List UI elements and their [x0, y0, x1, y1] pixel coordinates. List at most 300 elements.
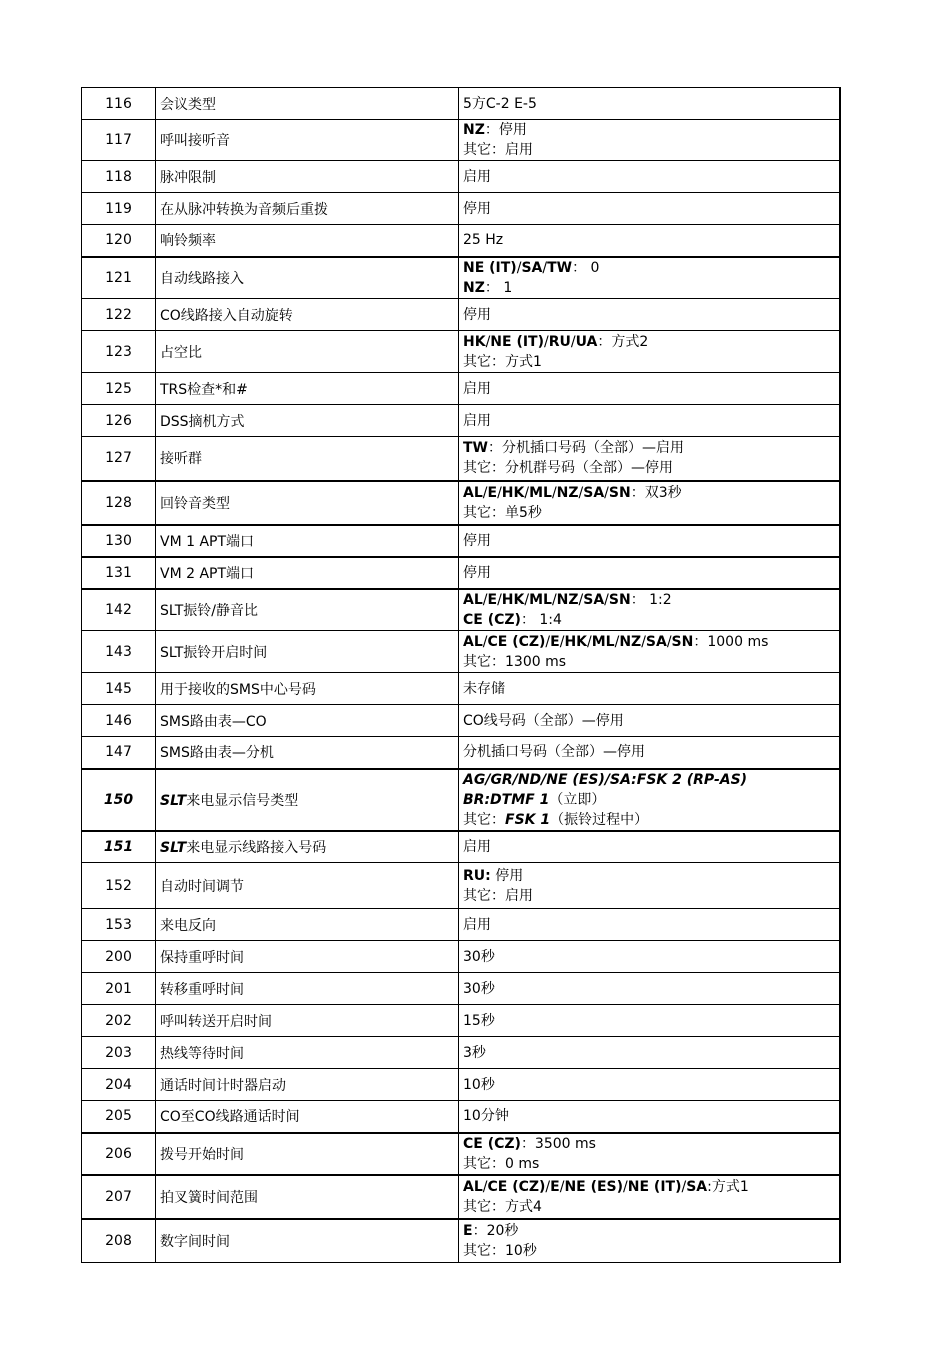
value-line	[463, 94, 835, 114]
text-segment: ： 1:4	[520, 611, 562, 628]
value-line	[463, 979, 835, 999]
text-segment: 启用	[463, 380, 491, 397]
table-row	[82, 225, 840, 257]
text-segment: /	[559, 633, 565, 650]
text-segment: 启用	[463, 412, 491, 429]
text-segment: AL	[463, 484, 483, 501]
text-segment: CO线路接入自动旋转	[160, 307, 293, 324]
table-row	[82, 973, 840, 1005]
setting-name-cell	[156, 941, 459, 973]
default-value-cell	[459, 1037, 840, 1069]
text-segment: E	[487, 591, 498, 608]
default-value-cell	[459, 373, 840, 405]
text-segment: /	[578, 591, 584, 608]
text-segment: 分机插口号码（全部）—停用	[463, 744, 645, 761]
text-segment: SA	[583, 591, 605, 608]
table-row	[82, 673, 840, 705]
text-segment: 来电显示线路接入号码	[186, 839, 327, 856]
text-segment: 停用	[463, 306, 491, 323]
text-segment: E	[463, 1222, 473, 1239]
text-segment: 热线等待时间	[160, 1045, 244, 1062]
text-segment: /	[482, 484, 488, 501]
table-row	[82, 299, 840, 331]
setting-name-cell	[156, 405, 459, 437]
setting-name-cell	[156, 88, 459, 120]
text-segment: ： 1	[484, 279, 513, 296]
text-segment: 停用	[490, 867, 524, 884]
program-number-cell: 206	[82, 1133, 156, 1175]
text-segment: NZ	[556, 484, 579, 501]
text-segment: /	[559, 1178, 565, 1195]
default-value-cell	[459, 737, 840, 769]
default-value-cell	[459, 863, 840, 909]
text-segment: 停用	[463, 564, 491, 581]
text-segment: /	[545, 633, 551, 650]
table-row	[82, 737, 840, 769]
program-number-cell: 207	[82, 1175, 156, 1219]
program-number-cell: 200	[82, 941, 156, 973]
text-segment: SLT	[160, 839, 187, 856]
text-segment: 15秒	[463, 1012, 495, 1029]
text-segment: CO线号码（全部）—停用	[463, 712, 624, 729]
table-row	[82, 437, 840, 481]
text-segment: 在从脉冲转换为音频后重拨	[160, 201, 328, 218]
program-number-cell: 127	[82, 437, 156, 481]
program-number-cell: 152	[82, 863, 156, 909]
text-segment: DSS摘机方式	[160, 413, 245, 430]
value-line	[463, 458, 835, 478]
table-row	[82, 1037, 840, 1069]
text-segment: 占空比	[160, 344, 202, 361]
text-segment: 拍叉簧时间范围	[160, 1189, 258, 1206]
default-value-cell	[459, 120, 840, 161]
text-segment: /	[578, 484, 584, 501]
text-segment: /	[641, 633, 646, 650]
text-segment: 拨号开始时间	[160, 1146, 244, 1163]
program-number-cell: 117	[82, 120, 156, 161]
text-segment: ML	[529, 591, 552, 608]
setting-name-cell	[156, 673, 459, 705]
text-segment: 其它：方式1	[463, 353, 542, 370]
text-segment: AL	[463, 633, 483, 650]
value-line	[463, 563, 835, 583]
table-row	[82, 120, 840, 161]
text-segment: /	[497, 591, 502, 608]
value-line	[463, 167, 835, 187]
text-segment: RU	[548, 333, 571, 350]
value-line	[463, 679, 835, 699]
text-segment: 其它：方式4	[463, 1198, 542, 1215]
setting-name-cell	[156, 973, 459, 1005]
text-segment: 呼叫接听音	[160, 133, 230, 149]
text-segment: 5方C-2 E-5	[463, 95, 537, 112]
setting-name-cell	[156, 437, 459, 481]
program-number-cell: 145	[82, 673, 156, 705]
text-segment: （振铃过程中）	[550, 811, 649, 828]
default-value-cell	[459, 405, 840, 437]
value-line	[463, 610, 835, 630]
table-row	[82, 769, 840, 831]
text-segment: 未存储	[463, 680, 505, 697]
value-line	[463, 837, 835, 857]
value-line	[463, 770, 835, 790]
text-segment: RU:	[463, 867, 491, 884]
table-row	[82, 705, 840, 737]
setting-name-cell	[156, 769, 459, 831]
program-number-cell: 130	[82, 525, 156, 557]
table-row	[82, 863, 840, 909]
value-line	[463, 886, 835, 906]
program-number-cell: 120	[82, 225, 156, 257]
value-line	[463, 230, 835, 250]
text-segment: /	[544, 333, 549, 350]
default-value-cell	[459, 769, 840, 831]
text-segment: 接听群	[160, 451, 202, 468]
value-line	[463, 866, 835, 886]
setting-name-cell	[156, 1219, 459, 1263]
text-segment: 自动时间调节	[160, 878, 244, 895]
text-segment: ：分机插口号码（全部）—启用	[488, 440, 684, 457]
text-segment: /	[482, 591, 488, 608]
text-segment: FSK 1	[505, 811, 551, 828]
text-segment: 25 Hz	[463, 232, 504, 249]
setting-name-cell	[156, 120, 459, 161]
default-value-cell	[459, 589, 840, 631]
value-line	[463, 140, 835, 160]
text-segment: BR:DTMF 1	[463, 791, 550, 808]
text-segment: UA	[575, 333, 598, 350]
setting-name-cell	[156, 909, 459, 941]
text-segment: 启用	[463, 916, 491, 933]
value-line	[463, 503, 835, 523]
text-segment: 回铃音类型	[160, 495, 230, 512]
text-segment: 来电反向	[160, 917, 216, 934]
value-line	[463, 790, 835, 810]
default-value-cell	[459, 225, 840, 257]
text-segment: HK	[463, 333, 486, 350]
text-segment: 启用	[463, 168, 491, 185]
table-row	[82, 941, 840, 973]
table-row	[82, 161, 840, 193]
program-number-cell: 126	[82, 405, 156, 437]
text-segment: NZ	[463, 279, 485, 296]
text-segment: 10分钟	[463, 1108, 509, 1125]
table-row	[82, 88, 840, 120]
text-segment: /	[524, 591, 530, 608]
text-segment: 30秒	[463, 948, 495, 965]
table-row	[82, 909, 840, 941]
text-segment: SN	[608, 484, 631, 501]
text-segment: HK	[564, 633, 588, 650]
setting-name-cell	[156, 299, 459, 331]
text-segment: 自动线路接入	[160, 270, 244, 287]
text-segment: 停用	[463, 532, 491, 549]
text-segment: ：停用	[484, 122, 527, 138]
text-segment: SLT	[160, 792, 187, 809]
value-line	[463, 411, 835, 431]
table-body	[82, 88, 840, 1263]
table-row	[82, 1175, 840, 1219]
setting-name-cell	[156, 1101, 459, 1133]
value-line	[463, 632, 835, 652]
text-segment: 其它：分机群号码（全部）—停用	[463, 460, 673, 477]
text-segment: ML	[591, 633, 615, 650]
text-segment: 10秒	[463, 1076, 495, 1093]
text-segment: 转移重呼时间	[160, 981, 244, 998]
program-number-cell: 131	[82, 557, 156, 589]
text-segment: ：1000 ms	[693, 633, 769, 650]
value-line	[463, 590, 835, 610]
text-segment: 保持重呼时间	[160, 949, 244, 966]
setting-name-cell	[156, 1005, 459, 1037]
text-segment: NZ	[556, 591, 579, 608]
text-segment: /	[614, 633, 620, 650]
setting-name-cell	[156, 557, 459, 589]
setting-name-cell	[156, 193, 459, 225]
text-segment: 其它：	[463, 811, 505, 828]
setting-name-cell	[156, 225, 459, 257]
value-line	[463, 1221, 835, 1241]
text-segment: SN	[671, 633, 694, 650]
table-row	[82, 373, 840, 405]
text-segment: ：双3秒	[630, 484, 682, 501]
text-segment: /	[604, 591, 609, 608]
text-segment: SMS路由表—CO	[160, 713, 267, 730]
default-value-cell	[459, 257, 840, 299]
text-segment: SMS路由表—分机	[160, 745, 274, 762]
value-line	[463, 278, 835, 298]
text-segment: SA	[686, 1178, 708, 1195]
table-row	[82, 831, 840, 863]
text-segment: /	[551, 591, 557, 608]
text-segment: 呼叫转送开启时间	[160, 1013, 272, 1030]
text-segment: 会议类型	[160, 96, 216, 113]
setting-name-cell	[156, 1069, 459, 1101]
value-line	[463, 1177, 835, 1197]
value-line	[463, 1106, 835, 1126]
setting-name-cell	[156, 257, 459, 299]
text-segment: TW	[547, 259, 573, 276]
program-number-cell: 151	[82, 831, 156, 863]
text-segment: VM 1 APT端口	[160, 533, 255, 550]
program-number-cell: 123	[82, 331, 156, 373]
text-segment: /	[570, 333, 576, 350]
default-value-cell	[459, 193, 840, 225]
setting-name-cell	[156, 1175, 459, 1219]
text-segment: SA	[645, 633, 667, 650]
text-segment: TRS检查*和#	[160, 381, 248, 398]
setting-name-cell	[156, 1133, 459, 1175]
value-line	[463, 742, 835, 762]
program-number-cell: 202	[82, 1005, 156, 1037]
default-value-cell	[459, 161, 840, 193]
value-line	[463, 1154, 835, 1174]
text-segment: AG/GR/ND/NE (ES)/SA:FSK 2 (RP-AS)	[463, 771, 748, 788]
default-value-cell	[459, 941, 840, 973]
table-row	[82, 331, 840, 373]
table-row	[82, 1219, 840, 1263]
default-value-cell	[459, 973, 840, 1005]
value-line	[463, 120, 835, 140]
value-line	[463, 379, 835, 399]
text-segment: AL	[463, 1178, 483, 1195]
setting-name-cell	[156, 631, 459, 673]
default-value-cell	[459, 1219, 840, 1263]
text-segment: ML	[529, 484, 552, 501]
value-line	[463, 352, 835, 372]
text-segment: 其它：0 ms	[463, 1155, 540, 1172]
program-number-cell: 121	[82, 257, 156, 299]
default-value-cell	[459, 673, 840, 705]
text-segment: /	[587, 633, 592, 650]
text-segment: 来电显示信号类型	[186, 792, 299, 809]
program-number-cell: 146	[82, 705, 156, 737]
text-segment: SA	[583, 484, 605, 501]
text-segment: E	[550, 633, 560, 650]
program-number-cell: 208	[82, 1219, 156, 1263]
text-segment: CE (CZ)	[487, 1178, 546, 1195]
text-segment: E	[550, 1178, 560, 1195]
value-line	[463, 1075, 835, 1095]
program-number-cell: 147	[82, 737, 156, 769]
text-segment: 其它：单5秒	[463, 504, 542, 521]
default-value-cell	[459, 705, 840, 737]
text-segment: （立即）	[549, 791, 606, 808]
table-row	[82, 631, 840, 673]
setting-name-cell	[156, 831, 459, 863]
text-segment: NZ	[619, 633, 642, 650]
text-segment: 响铃频率	[160, 233, 216, 250]
text-segment: SLT振铃开启时间	[160, 644, 268, 661]
text-segment: 停用	[463, 200, 491, 217]
program-number-cell: 204	[82, 1069, 156, 1101]
text-segment: HK	[501, 591, 525, 608]
text-segment: /	[551, 484, 557, 501]
default-value-cell	[459, 299, 840, 331]
text-segment: SN	[608, 591, 631, 608]
text-segment: /	[542, 259, 548, 276]
value-line	[463, 810, 835, 830]
text-segment: CE (CZ)	[487, 633, 546, 650]
text-segment: SA	[521, 259, 543, 276]
table-row	[82, 193, 840, 225]
text-segment: /	[485, 333, 491, 350]
text-segment: 用于接收的SMS中心号码	[160, 681, 316, 698]
table-row	[82, 1005, 840, 1037]
setting-name-cell	[156, 863, 459, 909]
value-line	[463, 332, 835, 352]
default-value-cell	[459, 331, 840, 373]
program-number-cell: 143	[82, 631, 156, 673]
text-segment: /	[482, 633, 488, 650]
text-segment: CE (CZ)	[463, 1135, 521, 1152]
text-segment: /	[623, 1178, 628, 1195]
text-segment: /	[482, 1178, 488, 1195]
default-value-cell	[459, 557, 840, 589]
default-value-cell	[459, 1069, 840, 1101]
program-number-cell: 205	[82, 1101, 156, 1133]
setting-name-cell	[156, 737, 459, 769]
text-segment: 其它：启用	[463, 887, 533, 904]
text-segment: 30秒	[463, 980, 495, 997]
table-row	[82, 257, 840, 299]
table-row	[82, 1101, 840, 1133]
program-settings-table	[81, 87, 841, 1263]
setting-name-cell	[156, 331, 459, 373]
setting-name-cell	[156, 161, 459, 193]
setting-name-cell	[156, 1037, 459, 1069]
text-segment: 数字间时间	[160, 1233, 230, 1250]
value-line	[463, 711, 835, 731]
text-segment: /	[497, 484, 502, 501]
text-segment: VM 2 APT端口	[160, 565, 255, 582]
text-segment: 其它：10秒	[463, 1242, 537, 1259]
default-value-cell	[459, 1101, 840, 1133]
program-number-cell: 142	[82, 589, 156, 631]
text-segment: NE (IT)	[463, 259, 517, 276]
text-segment: ：20秒	[472, 1222, 519, 1239]
value-line	[463, 438, 835, 458]
program-number-cell: 119	[82, 193, 156, 225]
table-row	[82, 589, 840, 631]
text-segment: E	[487, 484, 498, 501]
text-segment: /	[666, 633, 672, 650]
text-segment: HK	[501, 484, 525, 501]
text-segment: CE (CZ)	[463, 611, 521, 628]
program-number-cell: 125	[82, 373, 156, 405]
value-line	[463, 1011, 835, 1031]
program-number-cell: 128	[82, 481, 156, 525]
value-line	[463, 305, 835, 325]
table-row	[82, 1069, 840, 1101]
default-value-cell	[459, 437, 840, 481]
text-segment: 其它：启用	[463, 142, 533, 158]
text-segment: /	[681, 1178, 687, 1195]
setting-name-cell	[156, 705, 459, 737]
value-line	[463, 258, 835, 278]
setting-name-cell	[156, 589, 459, 631]
text-segment: ：3500 ms	[520, 1135, 596, 1152]
default-value-cell	[459, 88, 840, 120]
setting-name-cell	[156, 481, 459, 525]
text-segment: NE (IT)	[627, 1178, 682, 1195]
text-segment: TW	[463, 440, 488, 457]
table-row	[82, 481, 840, 525]
table-row	[82, 525, 840, 557]
value-line	[463, 1197, 835, 1217]
text-segment: NZ	[463, 122, 485, 138]
value-line	[463, 652, 835, 672]
text-segment: 启用	[463, 838, 491, 855]
text-segment: 其它：1300 ms	[463, 653, 567, 670]
program-number-cell: 122	[82, 299, 156, 331]
table-row	[82, 557, 840, 589]
program-number-cell: 153	[82, 909, 156, 941]
default-value-cell	[459, 481, 840, 525]
text-segment: CO至CO线路通话时间	[160, 1109, 300, 1126]
default-value-cell	[459, 631, 840, 673]
text-segment: /	[545, 1178, 551, 1195]
default-value-cell	[459, 831, 840, 863]
program-number-cell: 201	[82, 973, 156, 1005]
text-segment: NE (IT)	[490, 333, 545, 350]
default-value-cell	[459, 525, 840, 557]
default-value-cell	[459, 1133, 840, 1175]
value-line	[463, 1134, 835, 1154]
value-line	[463, 199, 835, 219]
text-segment: 通话时间计时器启动	[160, 1077, 286, 1094]
value-line	[463, 1043, 835, 1063]
